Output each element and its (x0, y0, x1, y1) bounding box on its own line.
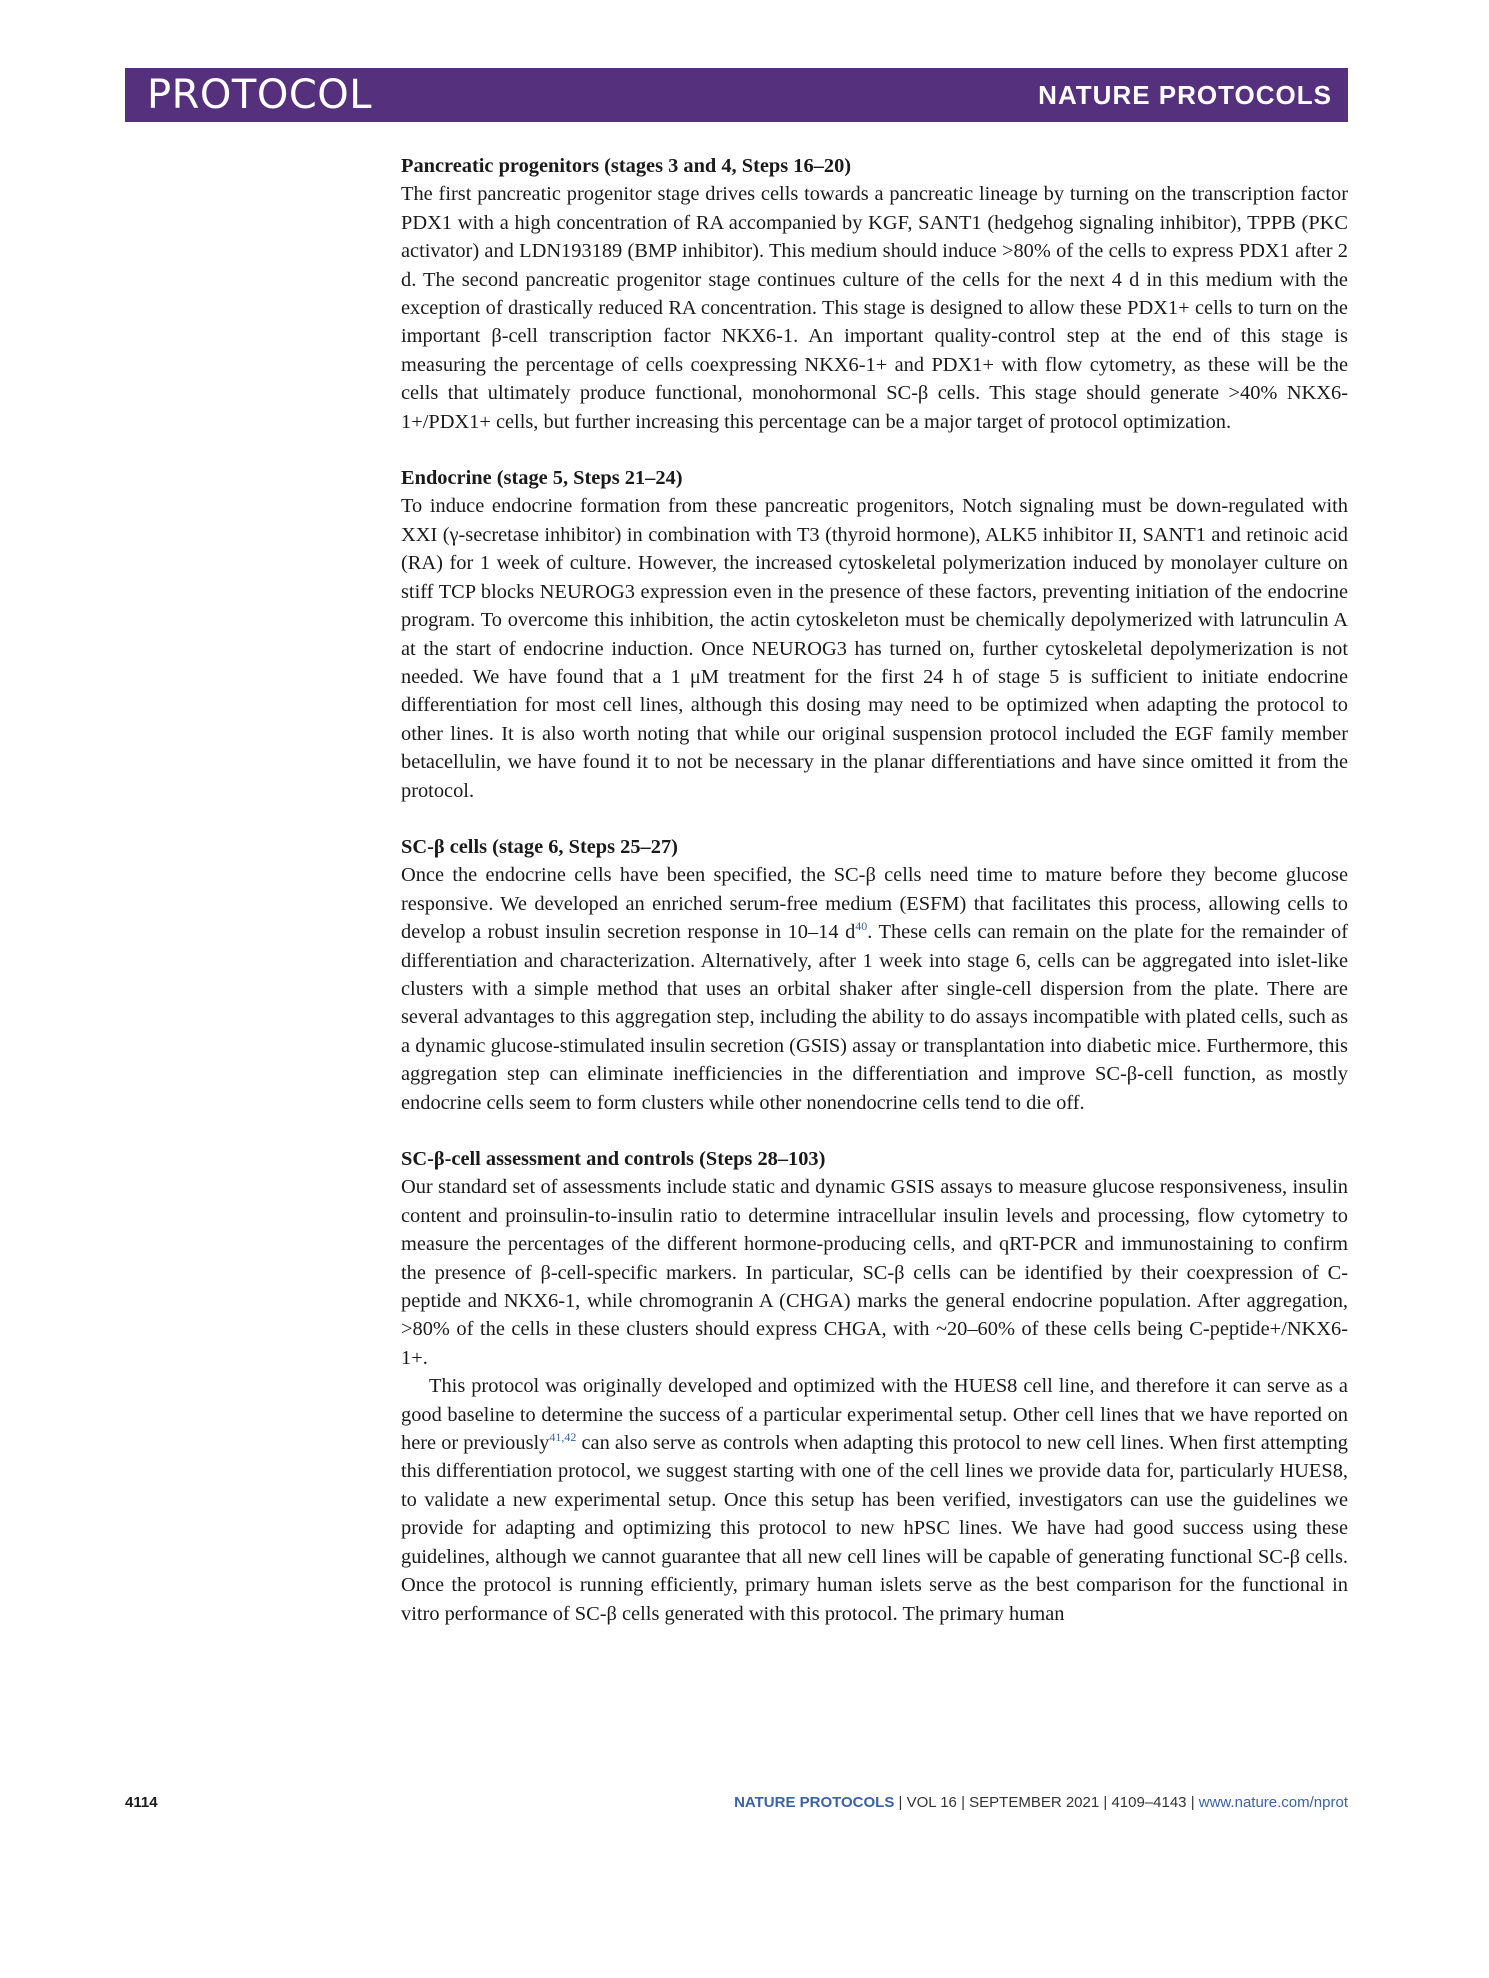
paragraph: To induce endocrine formation from these pancreatic progenitors, Notch signaling must be down-regulated with XXI (γ-secretase inhibitor) in combination with T3 (thyroid hormone), ALK5 inhibitor II, SANT1 and retinoic acid (RA) for 1 week of culture. However, the increased cytoskeletal polymerization induced by monolayer culture on stiff TCP blocks NEUROG3 expression even in the presence of these factors, preventing initiation of the endocrine program. To overcome this inhibition, the actin cytoskeleton must be chemically depolymerized with latrunculin A at the start of endocrine induction. Once NEUROG3 has turned on, further cytoskeletal depolymerization is not needed. We have found that a 1 μM treatment for the first 24 h of stage 5 is sufficient to initiate endocrine differentiation for most cell lines, although this dosing may need to be optimized when adapting the protocol to other lines. It is also worth noting that while our original suspension protocol included the EGF family member betacellulin, we have found it to not be necessary in the planar differentiations and have since omitted it from the protocol. (401, 495, 1348, 802)
paragraph: Our standard set of assessments include static and dynamic GSIS assays to measure glucose responsiveness, insulin content and proinsulin-to-insulin ratio to determine intracellular insulin levels and processing, flow cytometry to measure the percentages of the different hormone-producing cells, and qRT-PCR and immunostaining to confirm the presence of β-cell-specific markers. In particular, SC-β cells can be identified by their coexpression of C-peptide and NKX6-1, while chromogranin A (CHGA) marks the general endocrine population. After aggregation, >80% of the cells in these clusters should express CHGA, with ~20–60% of these cells being C-peptide+/NKX6-1+. (401, 1176, 1348, 1369)
footer-journal-name: NATURE PROTOCOLS (734, 1794, 895, 1811)
footer-separator: | (894, 1794, 907, 1811)
header-banner (125, 68, 1348, 122)
page-number: 4114 (125, 1794, 158, 1811)
section-heading: SC-β cells (stage 6, Steps 25–27) (401, 835, 678, 858)
section-heading: SC-β-cell assessment and controls (Steps 28–103) (401, 1148, 826, 1170)
citation-link-41-42[interactable]: 41,42 (549, 1430, 577, 1445)
text-run: This protocol was originally developed and optimized with the HUES8 cell line, and therefore it can serve as a good baseline to determine the success of a particular experimental setup. Other cell lines that we have reported on here or previously (401, 1375, 1348, 1455)
section-endocrine (401, 464, 1348, 805)
footer-journal-url-link[interactable]: www.nature.com/nprot (1198, 1794, 1348, 1811)
paragraph: The first pancreatic progenitor stage drives cells towards a pancreatic lineage by turning on the transcription factor PDX1 with a high concentration of RA accompanied by KGF, SANT1 (hedgehog signaling inhibitor), TPPB (PKC activator) and LDN193189 (BMP inhibitor). This medium should induce >80% of the cells to express PDX1 after 2 d. The second pancreatic progenitor stage continues culture of the cells for the next 4 d in this medium with the exception of drastically reduced RA concentration. This stage is designed to allow these PDX1+ cells to turn on the important β-cell transcription factor NKX6-1. An important quality-control step at the end of this stage is measuring the percentage of cells coexpressing NKX6-1+ and PDX1+ with flow cytometry, as these will be the cells that ultimately produce functional, monohormonal SC-β cells. This stage should generate >40% NKX6-1+/PDX1+ cells, but further increasing this percentage can be a major target of protocol optimization. (401, 183, 1348, 433)
section-type-label: PROTOCOL (147, 72, 373, 118)
paragraph (401, 1372, 1348, 1628)
journal-citation-footer (734, 1793, 1348, 1813)
footer-pages: 4109–4143 (1111, 1794, 1187, 1811)
citation-link-40[interactable]: 40 (855, 919, 868, 934)
journal-header-name: NATURE PROTOCOLS (1038, 80, 1332, 110)
section-heading: Pancreatic progenitors (stages 3 and 4, Steps 16–20) (401, 155, 852, 177)
footer-volume: VOL 16 (906, 1794, 957, 1811)
text-run: Once the endocrine cells have been specified, the SC-β cells need time to mature before they become glucose responsive. We developed an enriched serum-free medium (ESFM) that facilitates this process, allowing cells to develop a robust insulin secretion response in 10–14 d (401, 864, 1348, 944)
paragraph (401, 861, 1348, 1117)
text-run: can also serve as controls when adapting this protocol to new cell lines. When first attempting this differentiation protocol, we suggest starting with one of the cell lines we provide data for, particularly HUES8, to validate a new experimental setup. Once this setup has been verified, investigators can use the guidelines we provide for adapting and optimizing this protocol to new hPSC lines. We have had good success using these guidelines, although we cannot guarantee that all new cell lines will be capable of generating functional SC-β cells. Once the protocol is running efficiently, primary human islets serve as the best comparison for the functional in vitro performance of SC-β cells generated with this protocol. The primary human (401, 1432, 1348, 1625)
section-assessment-controls (401, 1145, 1348, 1628)
text-run: . These cells can remain on the plate for the remainder of differentiation and characterization. Alternatively, after 1 week into stage 6, cells can be aggregated into islet-like clusters with a simple method that uses an orbital shaker after single-cell dispersion from the plate. There are several advantages to this aggregation step, including the ability to do assays incompatible with plated cells, such as a dynamic glucose-stimulated insulin secretion (GSIS) assay or transplantation into diabetic mice. Furthermore, this aggregation step can eliminate inefficiencies in the differentiation and improve SC-β-cell function, as mostly endocrine cells seem to form clusters while other nonendocrine cells tend to die off. (401, 921, 1348, 1114)
footer-separator: | (1186, 1794, 1199, 1811)
footer-date: SEPTEMBER 2021 (969, 1794, 1100, 1811)
footer-separator: | (1099, 1794, 1112, 1811)
footer-separator: | (956, 1794, 970, 1811)
section-pancreatic-progenitors (401, 152, 1348, 436)
section-sc-beta-cells (401, 833, 1348, 1117)
article-body (401, 152, 1348, 1656)
section-heading: Endocrine (stage 5, Steps 21–24) (401, 467, 683, 490)
